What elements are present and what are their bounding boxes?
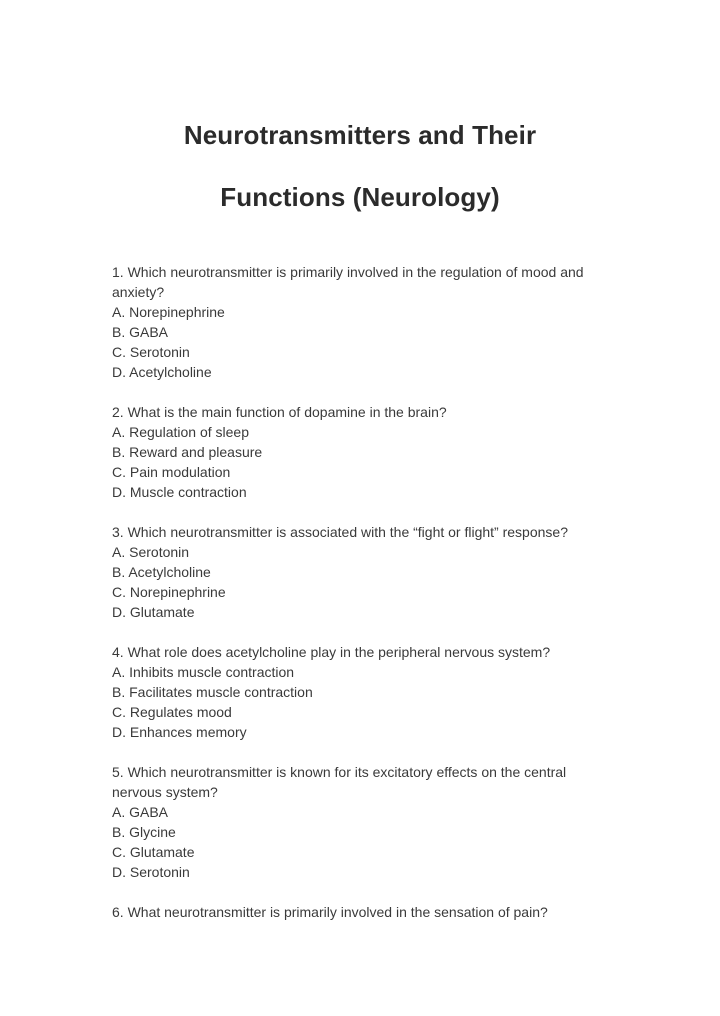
answer-option[interactable]: A. GABA: [112, 804, 169, 820]
answer-option[interactable]: D. Enhances memory: [112, 724, 247, 740]
page-title-line-1: Neurotransmitters and Their: [183, 120, 537, 150]
answer-option[interactable]: D. Serotonin: [112, 864, 190, 880]
question-block: [112, 902, 612, 922]
answer-option[interactable]: B. GABA: [112, 324, 169, 340]
answer-option[interactable]: C. Regulates mood: [112, 704, 232, 720]
question-block: [112, 522, 612, 622]
answer-option[interactable]: A. Inhibits muscle contraction: [112, 664, 295, 680]
question-block: [112, 642, 612, 742]
question-text: 1. Which neurotransmitter is primarily involved in the regulation of mood and anxiety?: [112, 264, 584, 300]
page-title-line-2: Functions (Neurology): [220, 182, 500, 212]
answer-option[interactable]: C. Norepinephrine: [112, 584, 226, 600]
answer-option[interactable]: B. Glycine: [112, 824, 176, 840]
question-text: 2. What is the main function of dopamine in the brain?: [112, 404, 447, 420]
answer-option[interactable]: A. Regulation of sleep: [112, 424, 249, 440]
answer-option[interactable]: B. Acetylcholine: [112, 564, 211, 580]
question-text: 6. What neurotransmitter is primarily involved in the sensation of pain?: [112, 904, 548, 920]
question-block: [112, 762, 612, 882]
answer-option[interactable]: B. Facilitates muscle contraction: [112, 684, 313, 700]
answer-option[interactable]: D. Muscle contraction: [112, 484, 247, 500]
answer-option-list: [112, 422, 612, 502]
question-text: 3. Which neurotransmitter is associated with the “fight or flight” response?: [112, 524, 568, 540]
question-text: 4. What role does acetylcholine play in the peripheral nervous system?: [112, 644, 551, 660]
answer-option[interactable]: B. Reward and pleasure: [112, 444, 263, 460]
answer-option-list: [112, 662, 612, 742]
answer-option-list: [112, 802, 612, 882]
page-title: [60, 104, 660, 228]
answer-option[interactable]: D. Acetylcholine: [112, 364, 212, 380]
question-text: 5. Which neurotransmitter is known for its excitatory effects on the central nervous system?: [112, 764, 567, 800]
quiz-question-list: [112, 262, 612, 922]
answer-option[interactable]: C. Pain modulation: [112, 464, 231, 480]
answer-option[interactable]: A. Norepinephrine: [112, 304, 225, 320]
question-block: [112, 262, 612, 382]
answer-option-list: [112, 302, 612, 382]
answer-option[interactable]: C. Glutamate: [112, 844, 195, 860]
question-block: [112, 402, 612, 502]
answer-option[interactable]: C. Serotonin: [112, 344, 190, 360]
answer-option[interactable]: D. Glutamate: [112, 604, 195, 620]
answer-option[interactable]: A. Serotonin: [112, 544, 190, 560]
answer-option-list: [112, 542, 612, 622]
